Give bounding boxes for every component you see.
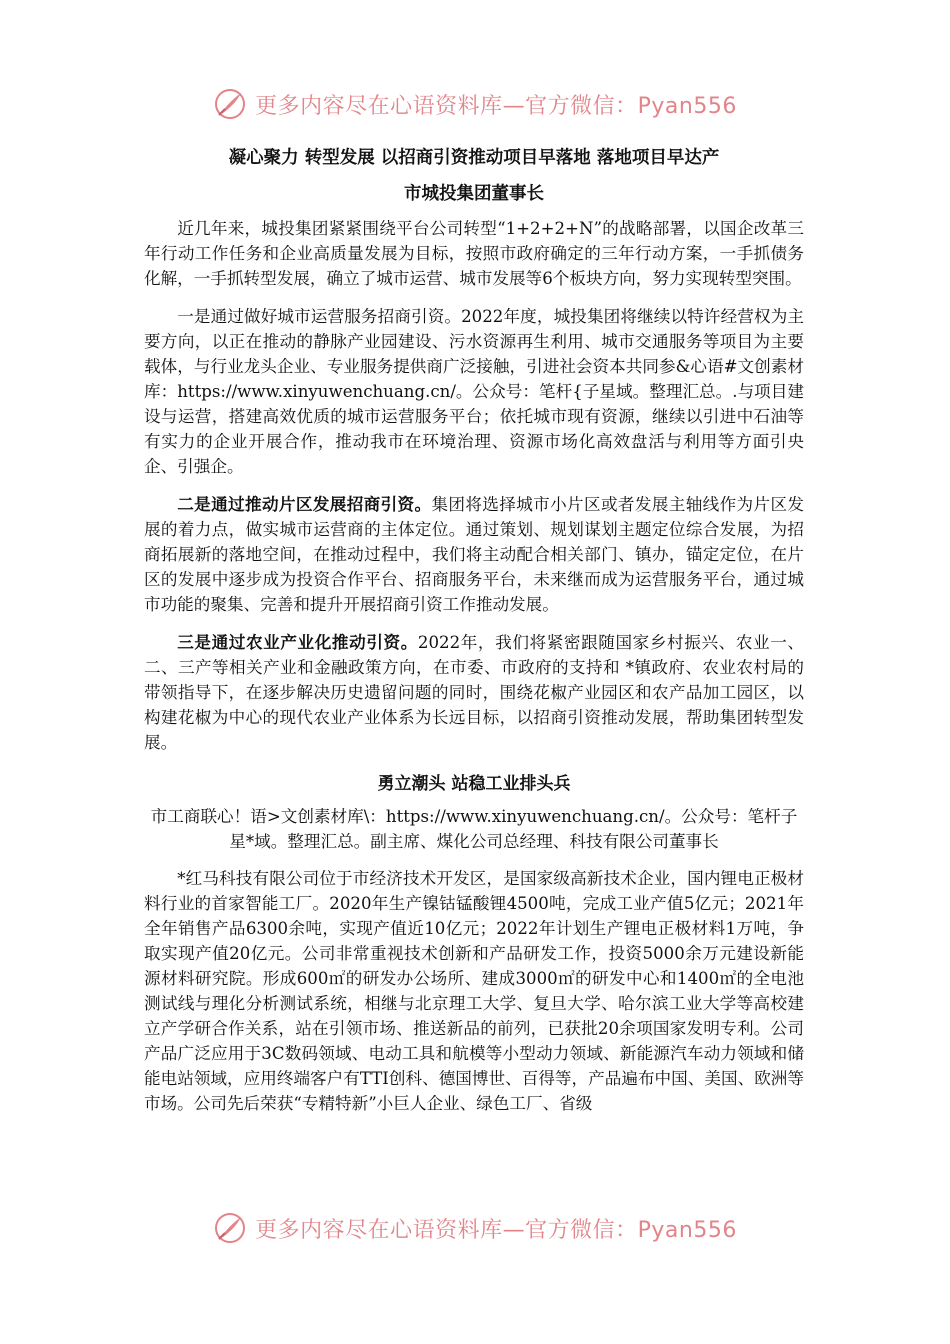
paragraph-4-lead: 三是通过农业产业化推动引资。 [177,633,418,652]
paragraph-1-text: 近几年来，城投集团紧紧围绕平台公司转型“1+2+2+N”的战略部署，以国企改革三年行动工作任务和企业高质量发展为目标，按照市政府确定的三年行动方案，一手抓债务化解，一手抓转型发展，确立了城市运营、城市发展等6个板块方向，努力实现转型突围。 [144,219,804,288]
banner-text: 更多内容尽在心语资料库—官方微信：Pyan556 [255,1217,737,1243]
section2-title: 勇立潮头 站稳工业排头兵 [377,774,571,794]
header-banner [0,84,950,124]
quill-logo-icon [213,87,247,121]
section2-byline: 市工商联心！语>文创素材库\：https://www.xinyuwenchuang.cn/。公众号：笔杆子星*域。整理汇总。副主席、煤化公司总经理、科技有限公司董事长 [150,807,798,851]
article-title: 凝心聚力 转型发展 以招商引资推动项目早落地 落地项目早达产 [228,148,720,168]
quill-logo-icon [213,1211,247,1245]
article-author: 市城投集团董事长 [404,184,544,204]
paragraph-3-lead: 二是通过推动片区发展招商引资。 [177,495,432,514]
section2-paragraph: *红马科技有限公司位于市经济技术开发区，是国家级高新技术企业，国内锂电正极材料行业的首家智能工厂。2020年生产镍钴锰酸锂4500吨，完成工业产值5亿元；2021年全年销售产品6300余吨，实现产值近10亿元；2022年计划生产锂电正极材料1万吨，争取实现产值20亿元。公司非常重视技术创新和产品研发工作，投资5000余万元建设新能源材料研究院。形成600㎡的研发办公场所、建成3000㎡的研发中心和1400㎡的全电池测试线与理化分析测试系统，相继与北京理工大学、复旦大学、哈尔滨工业大学等高校建立产学研合作关系，站在引领市场、推送新品的前列，已获批20余项国家发明专利。公司产品广泛应用于3C数码领域、电动工具和航模等小型动力领域、新能源汽车动力领域和储能电站领域，应用终端客户有TTI创科、德国博世、百得等，产品遍布中国、美国、欧洲等市场。公司先后荣获“专精特新”小巨人企业、绿色工厂、省级 [144,869,804,1113]
document-body [144,140,804,1129]
paragraph-2-text: 一是通过做好城市运营服务招商引资。2022年度，城投集团将继续以特许经营权为主要方向，以正在推动的静脉产业园建设、污水资源再生利用、城市交通服务等项目为主要载体，与行业龙头企业、专业服务提供商广泛接触，引进社会资本共同参&心语#文创素材库：https://www.xinyuwenchuang.cn/。公众号：笔杆{子星域。整理汇总。.与项目建设与运营，搭建高效优质的城市运营服务平台；依托城市现有资源，继续以引进中石油等有实力的企业开展合作，推动我市在环境治理、资源市场化高效盘活与利用等方面引央企、引强企。 [144,307,804,476]
paragraph-2 [144,304,804,479]
paragraph-3-text: 集团将选择城市小片区或者发展主轴线作为片区发展的着力点，做实城市运营商的主体定位。通过策划、规划谋划主题定位综合发展，为招商拓展新的落地空间，在推动过程中，我们将主动配合相关部门、镇办，锚定定位，在片区的发展中逐步成为投资合作平台、招商服务平台，未来继而成为运营服务平台，通过城市功能的聚集、完善和提升开展招商引资工作推动发展。 [144,495,805,614]
paragraph-1 [144,216,804,291]
paragraph-4 [144,630,804,755]
paragraph-3 [144,492,804,617]
banner-text: 更多内容尽在心语资料库—官方微信：Pyan556 [255,93,737,119]
paragraph-4-text: 2022年，我们将紧密跟随国家乡村振兴、农业一、二、三产等相关产业和金融政策方向，在市委、市政府的支持和 *镇政府、农业农村局的带领指导下，在逐步解决历史遗留问题的同时，围绕花椒产业园区和农产品加工园区，以构建花椒为中心的现代农业产业体系为长远目标，以招商引资推动发展，帮助集团转型发展。 [144,633,805,752]
footer-banner [0,1208,950,1248]
